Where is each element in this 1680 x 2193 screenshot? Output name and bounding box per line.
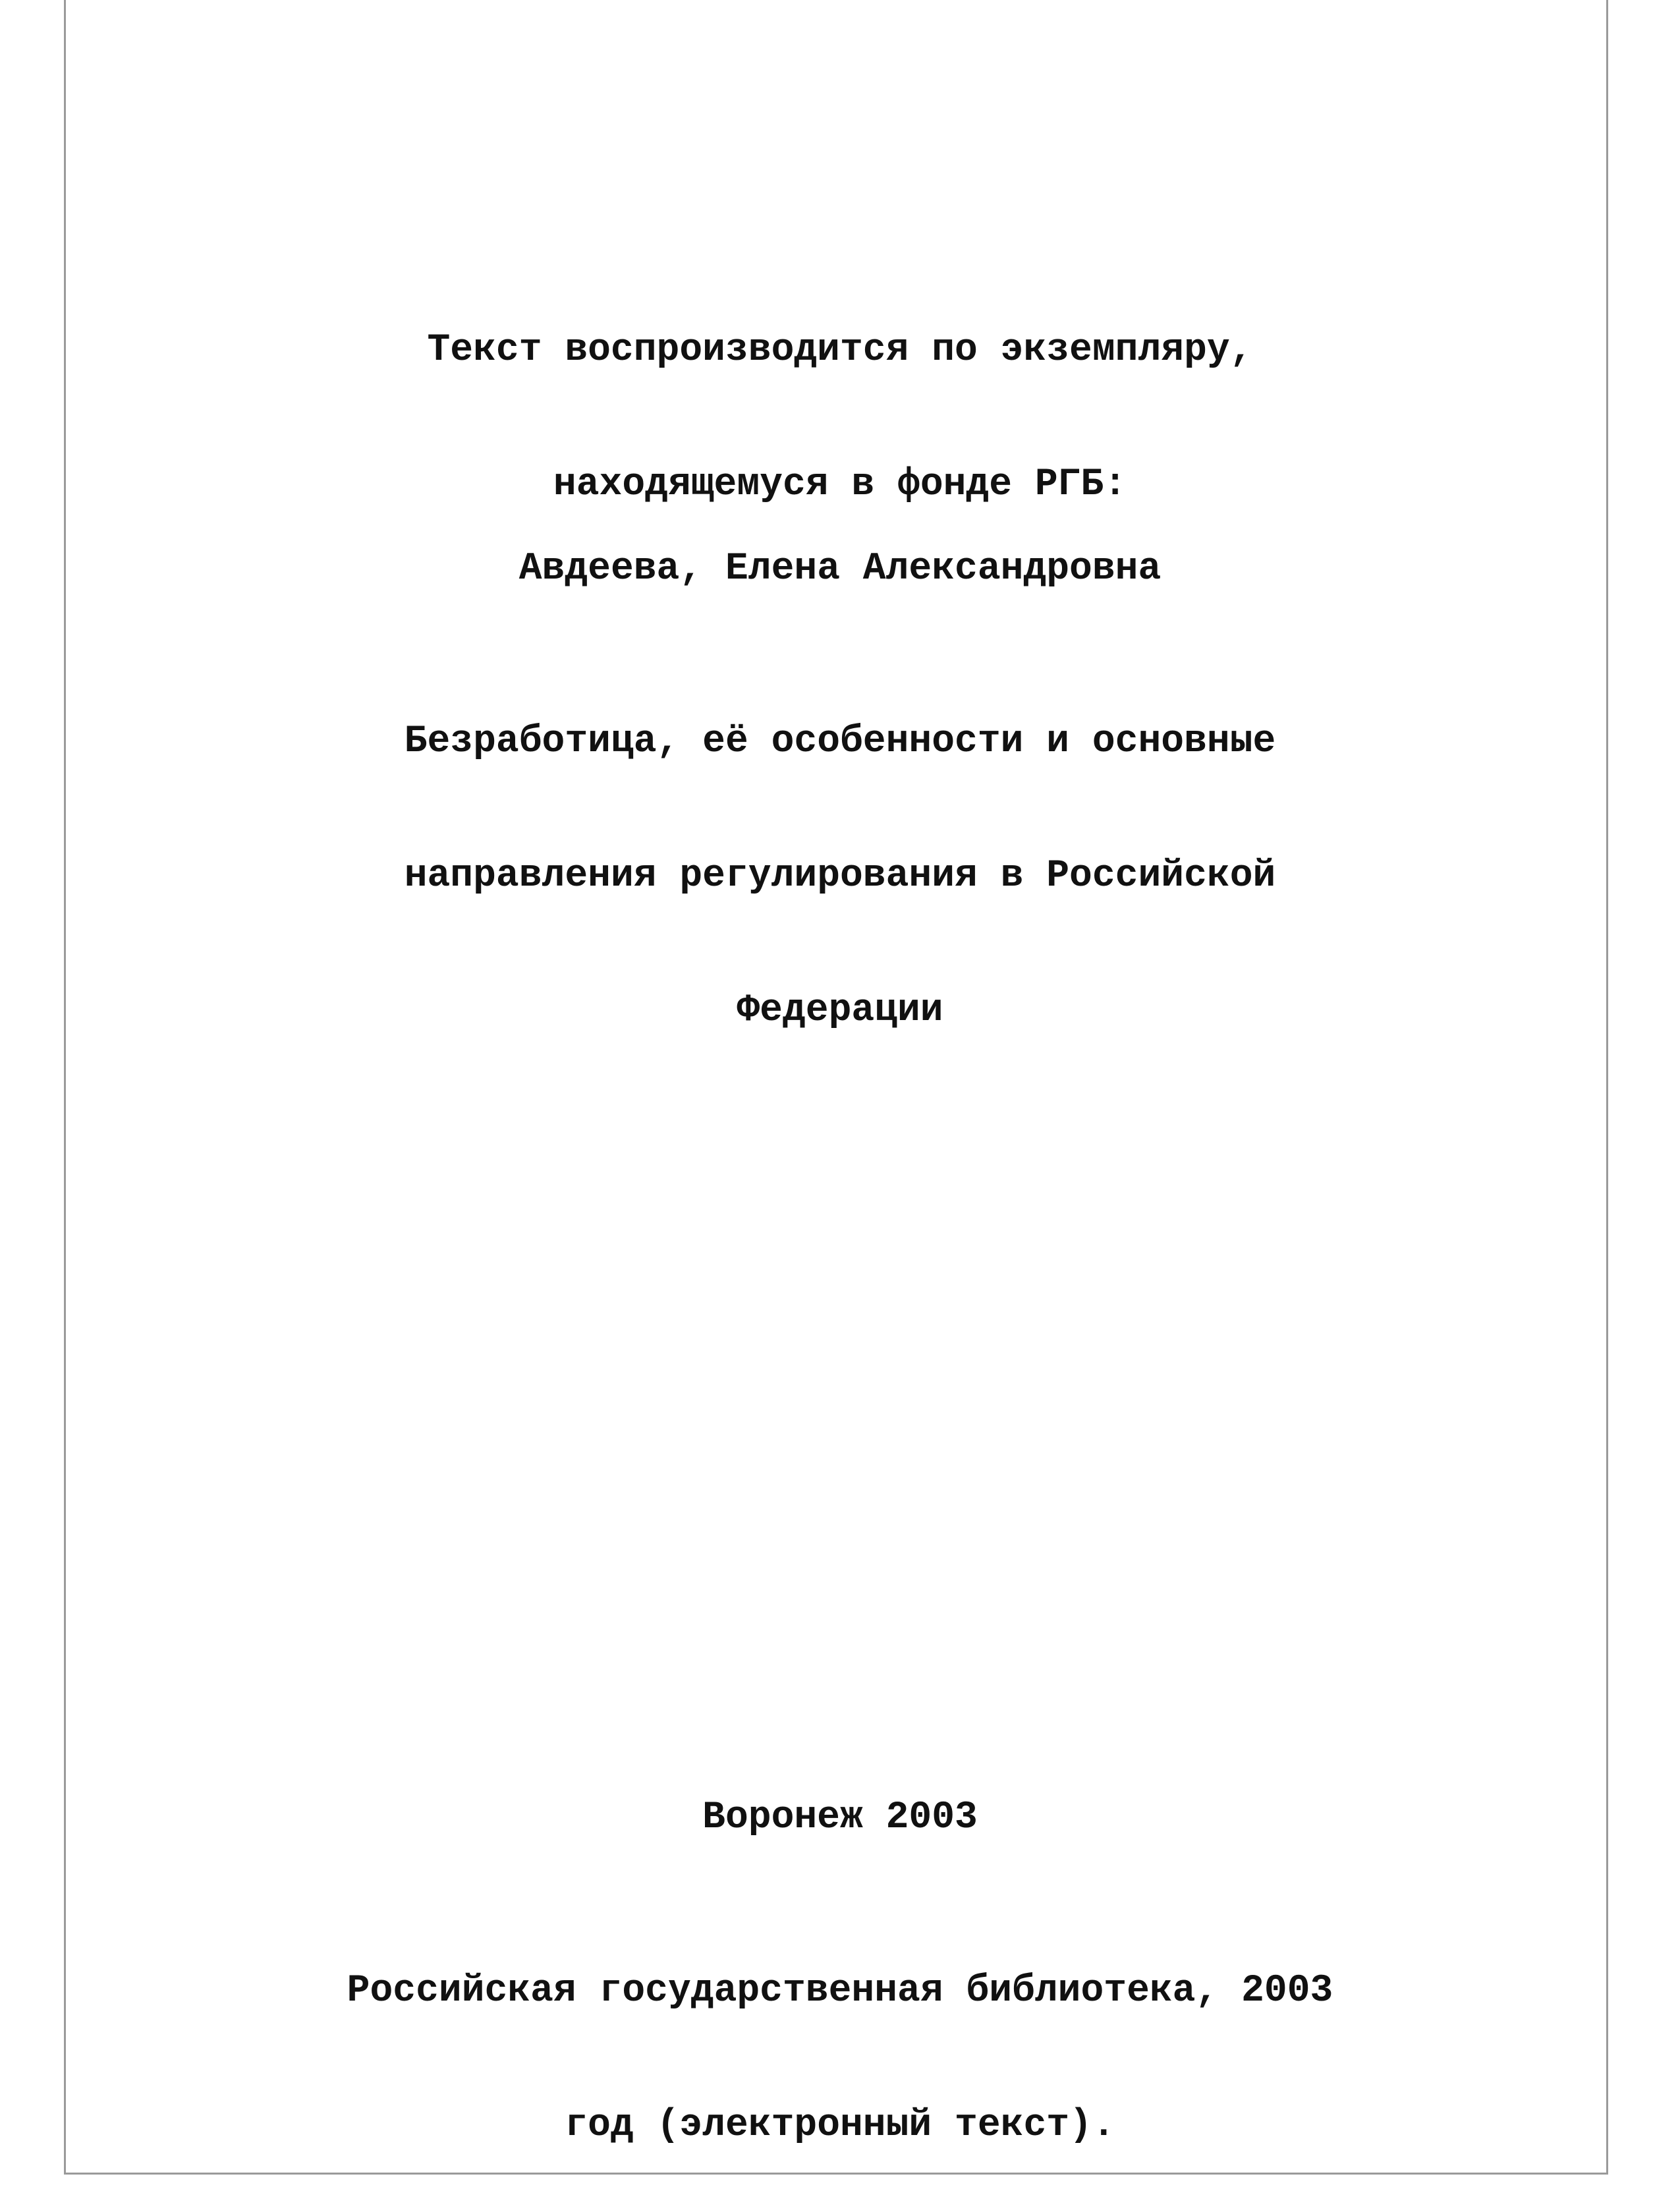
title-line-1: Безработица, её особенности и основные [404,720,1276,763]
title-line-3: Федерации [737,989,943,1032]
author-line: Авдеева, Елена Александровна [518,548,1162,590]
city-year [0,1706,1680,1885]
title-line-2: направления регулирования в Российской [404,855,1276,897]
author-name [0,457,1680,637]
notice-line-2: находящемуся в фонде РГБ: [553,463,1127,506]
notice-line-1: Текст воспроизводится по экземпляру, [427,329,1253,372]
footer-line-2: год (электронный текст). [565,2104,1115,2147]
city-year-line: Воронеж 2003 [702,1796,978,1839]
library-footer [0,1879,1680,2193]
footer-line-1: Российская государственная библиотека, 2003 [347,1970,1333,2012]
document-title [0,630,1680,1078]
